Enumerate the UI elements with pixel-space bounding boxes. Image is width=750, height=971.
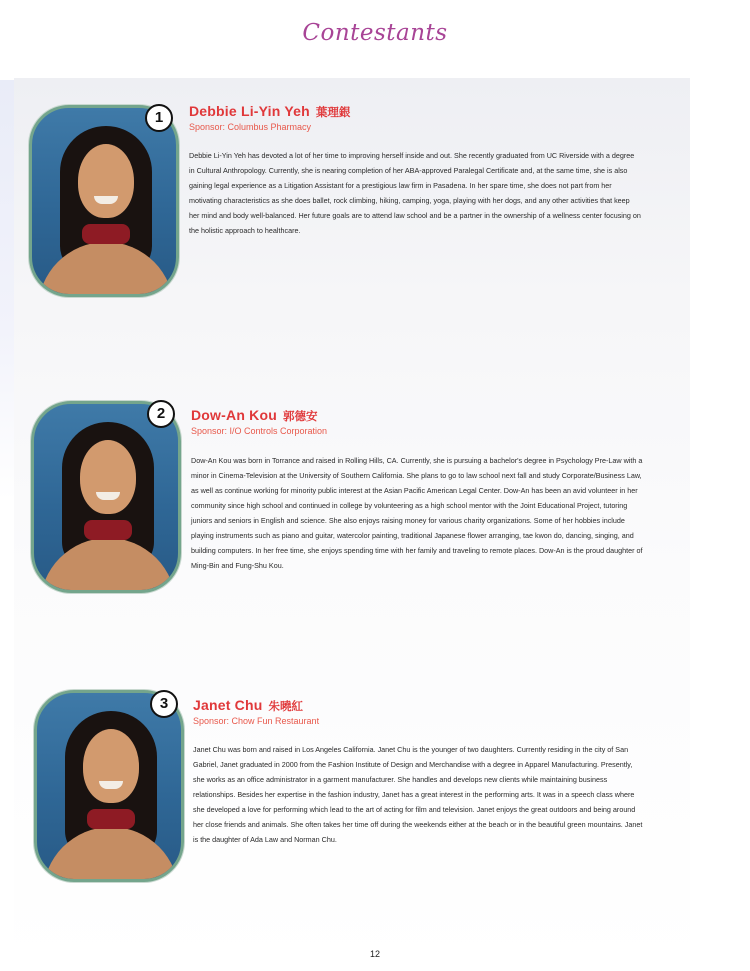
contestant-photo <box>34 690 184 882</box>
contestant-sponsor: Sponsor: Chow Fun Restaurant <box>193 716 320 726</box>
photo-shoulders-shape <box>40 538 176 593</box>
contestant-name: Janet Chu <box>193 697 263 713</box>
contestant-sponsor: Sponsor: I/O Controls Corporation <box>191 426 328 436</box>
contestant-bio: Janet Chu was born and raised in Los Angeles California. Janet Chu is the younger of two daughters. Currently residing in the city of San Gabriel, Janet graduated in 2000 from the Fashion Institute of Design and Merchandise with a degree in Apparel Manufacturing. Presently, she works as an office administrator in a garment manufacturer. She handles and develops new clients while maintaining business relationships. Besides her expertise in the fashion industry, Janet has a great interest in the performing arts. It was in a speech class where she developed a love for performing which lead to the art of acting for film and television. Janet enjoys the great outdoors and being around her close friends and animals. She often takes her time off during the weekends either at the beach or in the beautiful green mountains. Janet is the daughter of Ada Law and Norman Chu. <box>193 745 643 844</box>
contestant-name-line <box>191 407 317 425</box>
contestant-name: Debbie Li-Yin Yeh <box>189 103 310 119</box>
photo-scarf-shape <box>84 520 132 540</box>
contestant-name-line <box>193 697 303 715</box>
contestant-number-badge: 1 <box>145 104 173 132</box>
page-title: Contestants <box>302 20 448 46</box>
photo-scarf-shape <box>87 809 135 829</box>
contestant-name-line <box>189 103 350 121</box>
contestant-chinese-name: 葉理銀 <box>315 107 351 119</box>
contestant-chinese-name: 朱曉紅 <box>268 701 303 713</box>
contestant-name: Dow-An Kou <box>191 407 277 423</box>
photo-face-shape <box>83 729 139 803</box>
contestant-chinese-name: 郭德安 <box>282 411 318 423</box>
contestant-photo <box>31 401 181 593</box>
contestant-bio: Debbie Li-Yin Yeh has devoted a lot of her time to improving herself inside and out. She recently graduated from UC Riverside with a degree in Cultural Anthropology. Currently, she is nearing completion of her ABA-approved Paralegal Certificate and, at the same time, she is also gaining legal experience as a Litigation Assistant for a prestigious law firm in Pasadena. In her spare time, she does not part from her motivating characteristics as she does ballet, rock climbing, hiking, camping, yoga, playing with her dogs, and any other activities that keep her mind and body well-balanced. Her future goals are to attend law school and be a partner in the ownership of a wellness center focusing on the holistic approach to healthcare. <box>189 151 641 235</box>
contestant-photo <box>29 105 179 297</box>
page-number: 12 <box>369 949 380 959</box>
contestant-bio: Dow-An Kou was born in Torrance and raised in Rolling Hills, CA. Currently, she is pursuing a bachelor's degree in Psychology Pre-Law with a minor in Cinema-Television at the University of Southern California. She plans to go to law school next fall and study Corporate/Business Law, as well as continue working for minority public interest at the Asian Pacific American Legal Center. Dow-An has been an avid volunteer in her community since high school and continued in college by volunteering as a high school mentor with the Joint Educational Project, tutoring juniors and seniors in English and science. She also enjoys raising money for various charity organizations. Some of her hobbies include playing instruments such as piano and guitar, watercolor painting, traditional Japanese flower arranging, tae kwon do, dancing, singing, and building computers. In her free time, she enjoys spending time with her family and traveling to remote places. Dow-An is the proud daughter of Ming-Bin and Fung-Shu Kou. <box>191 456 643 570</box>
photo-face-shape <box>78 144 134 218</box>
photo-shoulders-shape <box>43 827 179 882</box>
contestant-number-badge: 3 <box>150 690 178 718</box>
photo-scarf-shape <box>82 224 130 244</box>
contestant-number-badge: 2 <box>147 400 175 428</box>
photo-shoulders-shape <box>38 242 174 297</box>
photo-face-shape <box>80 440 136 514</box>
contestant-sponsor: Sponsor: Columbus Pharmacy <box>189 122 312 132</box>
